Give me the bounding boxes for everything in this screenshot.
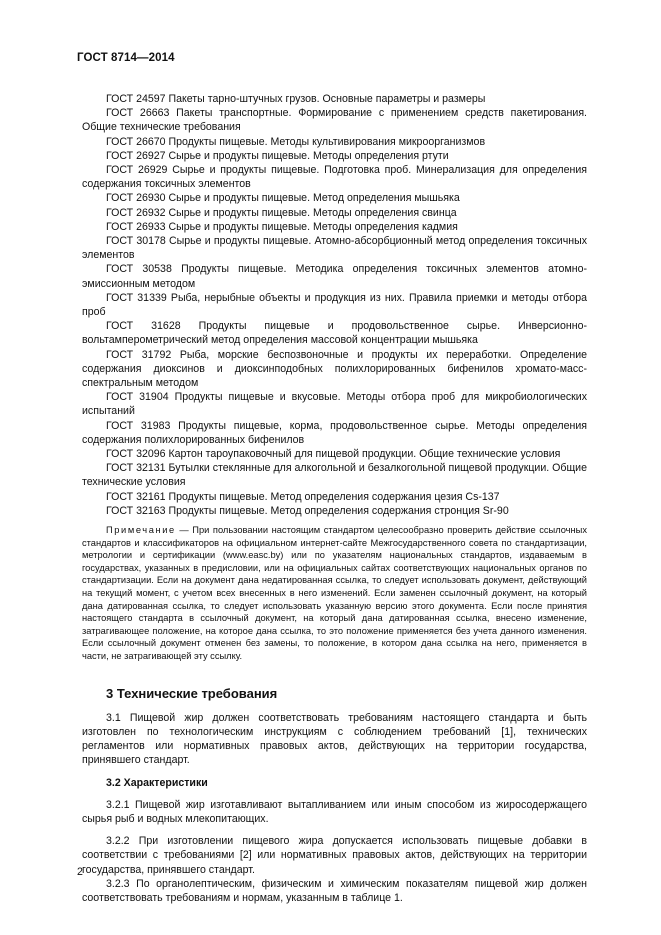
note-text: — При пользовании настоящим стандартом целесообразно проверить действие ссылочных стандартов и классификаторов на официальном интернет-сайте Межгосударственного совета по стандартизации, метрологии и сертификации (www.easc.by) или по указателям национальных стандартов, издаваемым в государствах, указанных в предисловии, или на официальных сайтах соответствующих национальных органов по стандартизации. Если на документ дана недатированная ссылка, то следует использовать документ, действующий на текущий момент, с учетом всех внесенных в него изменений. Если заменен ссылочный документ, на который дана датированная ссылка, то следует использовать указанную версию этого документа. Если после принятия настоящего стандарта в ссылочный документ, на который дана датированная ссылка, внесено изменение, затрагивающее положение, на которое дана ссылка, то это положение применяется без учета данного изменения. Если ссылочный документ отменен без замены, то положение, в котором дана ссылка на него, применяется в части, не затрагивающей эту ссылку.: [82, 525, 587, 662]
reference-item: ГОСТ 32096 Картон тароупаковочный для пищевой продукции. Общие технические условия: [106, 448, 561, 461]
document-header: ГОСТ 8714—2014: [77, 52, 175, 64]
reference-item: ГОСТ 32131 Бутылки стеклянные для алкогольной и безалкогольной пищевой продукции. Общие технические условия: [82, 462, 587, 489]
reference-item: ГОСТ 31339 Рыба, нерыбные объекты и продукция из них. Правила приемки и методы отбора проб: [82, 291, 587, 319]
reference-item: ГОСТ 26927 Сырье и продукты пищевые. Методы определения ртути: [106, 149, 449, 162]
reference-item: ГОСТ 31904 Продукты пищевые и вкусовые. Методы отбора проб для микробиологических испытаний: [82, 391, 587, 418]
reference-item: ГОСТ 31792 Рыба, морские беспозвоночные и продукты их переработки. Определение содержания диоксинов и диоксинподобных полихлорированных бифенилов хромато-масс-спектральным методом: [82, 348, 587, 390]
reference-item: ГОСТ 31628 Продукты пищевые и продовольственное сырье. Инверсионно-вольтамперометрический метод определения массовой концентрации мышьяка: [82, 320, 587, 347]
references-list: [82, 92, 587, 518]
reference-item: ГОСТ 26663 Пакеты транспортные. Формирование с применением средств пакетирования. Общие технические требования: [82, 107, 587, 134]
reference-item: ГОСТ 26929 Сырье и продукты пищевые. Подготовка проб. Минерализация для определения содержания токсичных элементов: [82, 164, 587, 191]
reference-item: ГОСТ 31983 Продукты пищевые, корма, продовольственное сырье. Методы определения содержания полихлорированных бифенилов: [82, 419, 587, 446]
page-content: [82, 92, 587, 905]
reference-item: ГОСТ 26930 Сырье и продукты пищевые. Метод определения мышьяка: [106, 192, 460, 205]
page-number: 2: [77, 866, 83, 878]
reference-item: ГОСТ 26670 Продукты пищевые. Методы культивирования микроорганизмов: [106, 135, 486, 148]
clause-3-2-1: 3.2.1 Пищевой жир изготавливают вытапливанием или иным способом из жиросодержащего сырья рыб и водных млекопитающих.: [82, 798, 587, 826]
reference-item: ГОСТ 30538 Продукты пищевые. Методика определения токсичных элементов атомно-эмиссионным методом: [82, 263, 587, 290]
clause-3-2-3: 3.2.3 По органолептическим, физическим и химическим показателям пищевой жир должен соответствовать требованиям и нормам, указанным в таблице 1.: [82, 877, 587, 905]
section-title: 3 Технические требования: [106, 685, 278, 701]
subsection-title: 3.2 Характеристики: [106, 776, 208, 789]
reference-item: ГОСТ 26932 Сырье и продукты пищевые. Методы определения свинца: [106, 206, 457, 219]
reference-item: ГОСТ 24597 Пакеты тарно-штучных грузов. Основные параметры и размеры: [106, 93, 486, 105]
note-label: Примечание: [106, 525, 176, 536]
clause-3-2-2: 3.2.2 При изготовлении пищевого жира допускается использовать пищевые добавки в соответствии с требованиями [2] или нормативных правовых актов, действующих на территории государства, принявшего стандарт.: [82, 835, 587, 876]
clause-3-1: 3.1 Пищевой жир должен соответствовать требованиям настоящего стандарта и быть изготовлен по технологическим инструкциям с соблюдением требований [1], технических регламентов или нормативных правовых актов, действующих на территории государства, принявшего стандарт.: [82, 711, 587, 767]
reference-item: ГОСТ 30178 Сырье и продукты пищевые. Атомно-абсорбционный метод определения токсичных элементов: [82, 235, 587, 262]
reference-item: ГОСТ 32161 Продукты пищевые. Метод определения содержания цезия Cs-137: [106, 490, 500, 503]
reference-item: ГОСТ 32163 Продукты пищевые. Метод определения содержания стронция Sr-90: [106, 504, 509, 517]
reference-item: ГОСТ 26933 Сырье и продукты пищевые. Методы определения кадмия: [106, 220, 458, 233]
references-note: [82, 524, 587, 663]
